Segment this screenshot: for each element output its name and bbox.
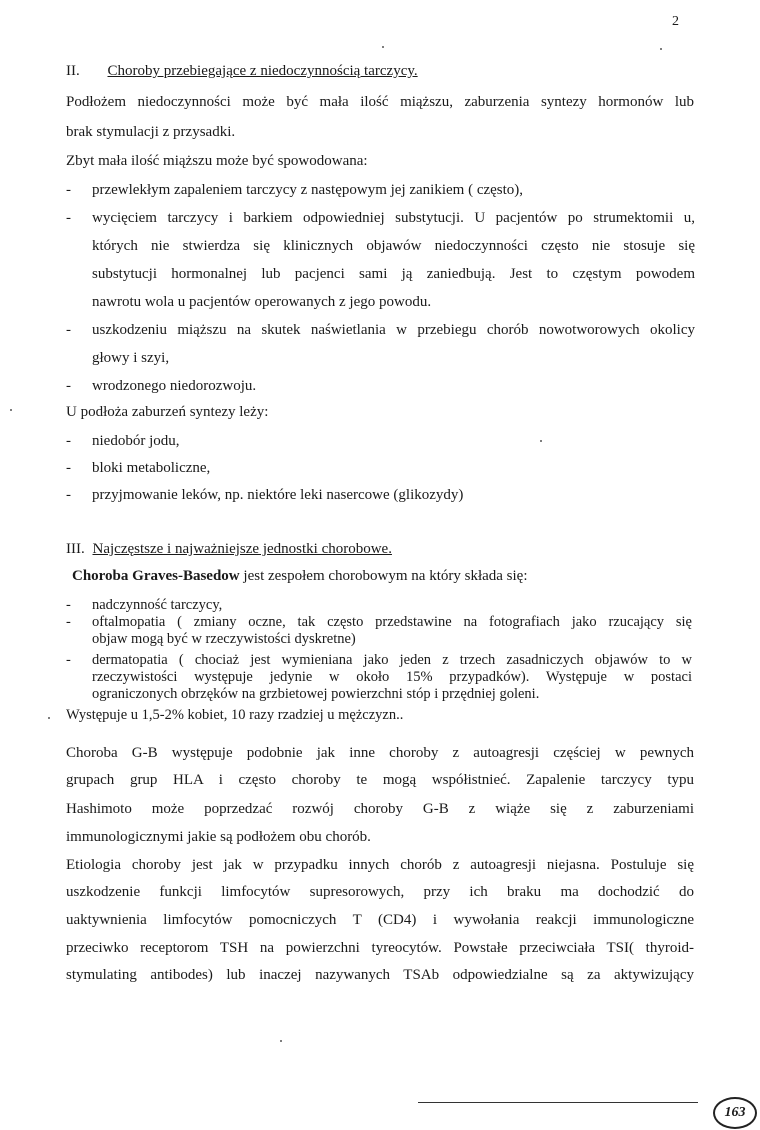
scan-speck [48, 717, 50, 719]
list-bullet: - [66, 378, 71, 394]
list-item: wycięciem tarczycy i barkiem odpowiedniej substytucji. U pacjentów po strumektomii u, [92, 210, 695, 226]
scan-speck [280, 1040, 282, 1042]
list-item: przewlekłym zapaleniem tarczycy z następowym jej zanikiem ( często), [92, 182, 524, 198]
scan-speck [660, 48, 662, 50]
list-item: oftalmopatia ( zmiany oczne, tak często przedstawine na fotografiach jako rzucający się [92, 614, 692, 630]
list-bullet: - [66, 433, 71, 449]
list-bullet: - [66, 210, 71, 226]
list-item: niedobór jodu, [92, 433, 180, 449]
intro-line: Zbyt mała ilość miąższu może być spowodowana: [66, 153, 368, 169]
section-3-title: Najczęstsze i najważniejsze jednostki chorobowe. [92, 541, 392, 557]
list-item: przyjmowanie leków, np. niektóre leki nasercowe (glikozydy) [92, 487, 464, 503]
paragraph-line: Podłożem niedoczynności może być mała ilość miąższu, zaburzenia syntezy hormonów lub [66, 94, 694, 110]
intro-line: U podłoża zaburzeń syntezy leży: [66, 404, 269, 420]
graves-name: Choroba Graves-Basedow [72, 568, 240, 584]
paragraph-line: brak stymulacji z przysadki. [66, 124, 236, 140]
graves-intro [72, 568, 528, 585]
list-bullet: - [66, 322, 71, 338]
section-3-numeral: III. [66, 541, 85, 557]
graves-intro-text: jest zespołem chorobowym na który składa się: [239, 568, 528, 584]
paragraph-line: przeciwko receptorom TSH na powierzchni tyreocytów. Powstałe przeciwciała TSI( thyroid- [66, 940, 694, 956]
list-bullet: - [66, 460, 71, 476]
list-bullet: - [66, 652, 71, 668]
paragraph-line: grupach grup HLA i często choroby te mogą współistnieć. Zapalenie tarczycy typu [66, 772, 694, 788]
section-2-heading [66, 63, 418, 80]
paragraph-line: immunologicznymi jakie są podłożem obu chorób. [66, 829, 371, 845]
paragraph-line: Etiologia choroby jest jak w przypadku innych chorób z autoagresji niejasna. Postuluje się [66, 857, 694, 873]
paragraph-line: stymulating antibodes) lub inaczej nazywanych TSAb odpowiedzialne są za aktywizujący [66, 967, 694, 983]
section-3-heading [66, 541, 392, 558]
list-bullet: - [66, 487, 71, 503]
list-item-continued: głowy i szyi, [92, 350, 170, 366]
list-item: uszkodzeniu miąższu na skutek naświetlania w przebiegu chorób nowotworowych okolicy [92, 322, 695, 338]
list-item-continued: rzeczywistości występuje jedynie w około 15% przypadków). Występuje w postaci [92, 669, 692, 685]
list-item-continued: objaw mogą być w rzeczywistości dyskretne) [92, 631, 356, 647]
list-item: nadczynność tarczycy, [92, 597, 223, 613]
list-item: bloki metaboliczne, [92, 460, 211, 476]
paragraph-line: Hashimoto może poprzedzać rozwój choroby G-B z wiąże się z zaburzeniami [66, 801, 694, 817]
list-item: dermatopatia ( chociaż jest wymieniana jako jeden z trzech zasadniczych objawów to w [92, 652, 692, 668]
list-item: wrodzonego niedorozwoju. [92, 378, 257, 394]
paragraph-line: Choroba G-B występuje podobnie jak inne choroby z autoagresji częściej w pewnych [66, 745, 694, 761]
list-item-continued: nawrotu wola u pacjentów operowanych z jego powodu. [92, 294, 432, 310]
page-stamp: 163 [713, 1097, 757, 1129]
paragraph-line: uszkodzenie funkcji limfocytów supresorowych, przy ich braku ma dochodzić do [66, 884, 694, 900]
list-item-continued: których nie stwierdza się klinicznych objawów niedoczynności często nie stosuje się [92, 238, 695, 254]
list-bullet: - [66, 597, 71, 613]
footer-rule [418, 1102, 698, 1103]
section-2-title: Choroby przebiegające z niedoczynnością tarczycy. [107, 63, 418, 79]
scan-speck [382, 46, 384, 48]
paragraph-line: uaktywnienia limfocytów pomocniczych T (CD4) i wywołania reakcji immunologiczne [66, 912, 694, 928]
list-item-continued: substytucji hormonalnej lub pacjenci sami ją zaniedbują. Jest to częstym powodem [92, 266, 695, 282]
page-number: 2 [672, 14, 679, 29]
list-bullet: - [66, 614, 71, 630]
scan-speck [540, 440, 542, 442]
prevalence-line: Występuje u 1,5-2% kobiet, 10 razy rzadziej u mężczyzn.. [66, 707, 404, 723]
list-item-continued: ograniczonych obrzęków na grzbietowej powierzchni stóp i przędniej goleni. [92, 686, 540, 702]
list-bullet: - [66, 182, 71, 198]
section-2-numeral: II. [66, 63, 80, 79]
scan-speck [10, 409, 12, 411]
